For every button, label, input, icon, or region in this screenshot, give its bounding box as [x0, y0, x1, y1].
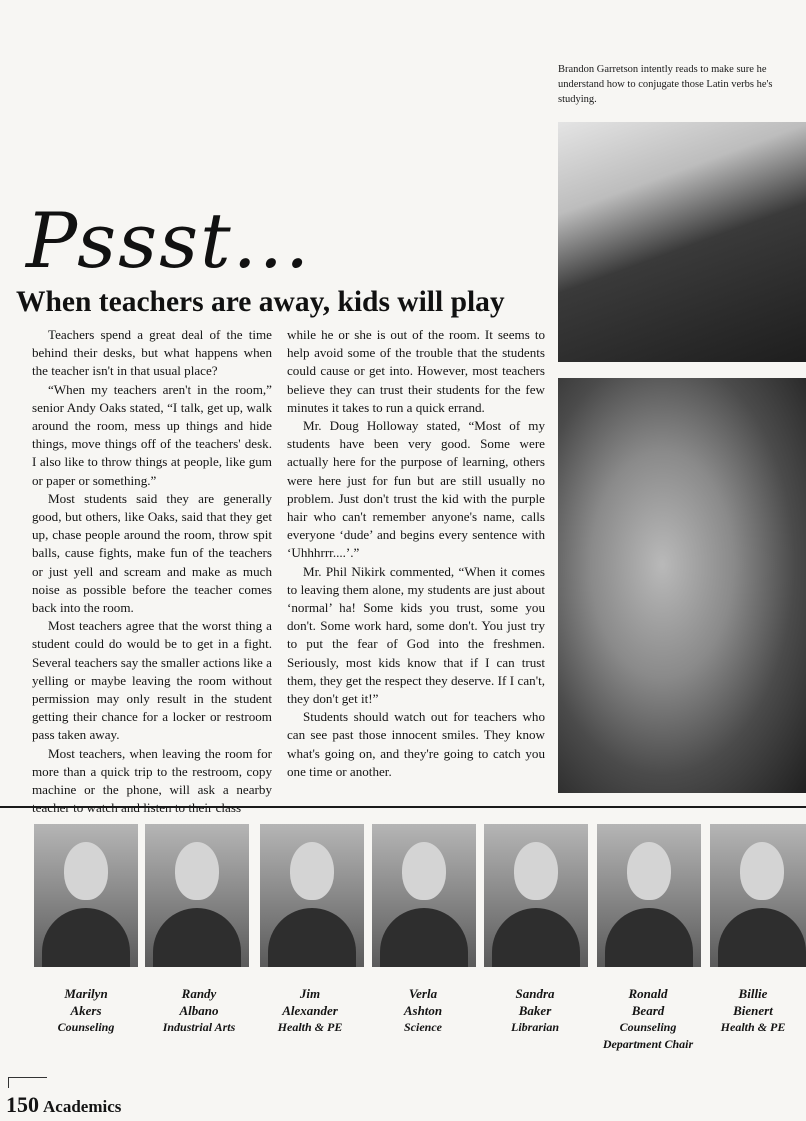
section-name: Academics — [43, 1097, 122, 1116]
staff-portrait — [484, 824, 588, 967]
paragraph: Most students said they are generally good, but others, like Oaks, said that they get up, chase people around the room, throw spit balls, cause fights, make fun of the teachers or just yell and scream and make as much noise as possible before the teacher comes back into the room. — [32, 490, 272, 616]
staff-portrait — [34, 824, 138, 967]
staff-name-alexander: Jim Alexander Health & PE — [277, 986, 343, 1034]
photo-student-reading — [558, 122, 806, 362]
staff-portrait — [597, 824, 701, 967]
staff-name-beard: Ronald Beard Counseling Department Chair — [602, 986, 694, 1051]
paragraph: “When my teachers aren't in the room,” senior Andy Oaks stated, “I talk, get up, walk around the room, mess up things and hide things, move things off of the teachers' desk. I also like to throw things at people, like gum or paper or something.” — [32, 381, 272, 488]
staff-name-baker: Sandra Baker Librarian — [510, 986, 559, 1034]
article-column-left — [32, 326, 272, 817]
page-folio — [6, 1092, 121, 1118]
paragraph: Students should watch out for teachers who can see past those innocent smiles. They know what's going on, and they're going to catch you one time or another. — [287, 709, 545, 779]
section-divider — [0, 806, 806, 808]
article-column-right — [287, 326, 545, 781]
staff-portrait — [372, 824, 476, 967]
paragraph: Mr. Phil Nikirk commented, “When it comes to leaving them alone, my students are just about ‘normal’ ha! Some kids you trust, some you don't. Some work hard, some don't. You just try to put the fear of God into the freshmen. Seriously, most kids know that if I can trust them, they get the respect they deserve. If I can't, they don't get it!” — [287, 563, 545, 707]
photo-student-writing — [558, 378, 806, 793]
paragraph: Teachers spend a great deal of the time behind their desks, but what happens when the teacher isn't in that usual place? — [32, 327, 272, 379]
staff-name-akers: Marilyn Akers Counseling — [57, 986, 115, 1034]
staff-name-albano: Randy Albano Industrial Arts — [162, 986, 236, 1034]
staff-portrait — [260, 824, 364, 967]
photo-caption: Brandon Garretson intently reads to make sure he understand how to conjugate those Latin verbs he's studying. — [558, 64, 773, 105]
headline: Pssst... — [26, 196, 312, 285]
subheadline: When teachers are away, kids will play — [16, 286, 505, 318]
staff-name-bienert: Billie Bienert Health & PE — [720, 986, 786, 1034]
staff-portrait — [710, 824, 806, 967]
paragraph: Mr. Doug Holloway stated, “Most of my students have been very good. Some were actually here for the purpose of learning, others were here just for fun but are still usually no problem. Just don't trust the kid with the purple hair who can't remember anyone's name, calls everyone ‘dude’ and begins every sentence with ‘Uhhhrrr....’.” — [287, 418, 545, 561]
paragraph: Most teachers, when leaving the room for more than a quick trip to the restroom, copy machine or the phone, will ask a nearby — [32, 745, 272, 798]
paragraph: Most teachers agree that the worst thing a student could do would be to get in a fight. Several teachers say the smaller actions like a yelling or maybe leaving the room without permission may only result in the student getting their chance for a locker or restroom pass taken away. — [32, 618, 272, 743]
staff-name-ashton: Verla Ashton Science — [403, 986, 443, 1034]
staff-portrait — [145, 824, 249, 967]
folio-tab-marks — [8, 1077, 47, 1088]
page-number: 150 — [6, 1092, 39, 1117]
paragraph: while he or she is out of the room. It seems to help avoid some of the trouble that the students could cause or get into. However, most teachers believe they can trust their students for the few minutes it takes to run a quick errand. — [287, 327, 545, 415]
